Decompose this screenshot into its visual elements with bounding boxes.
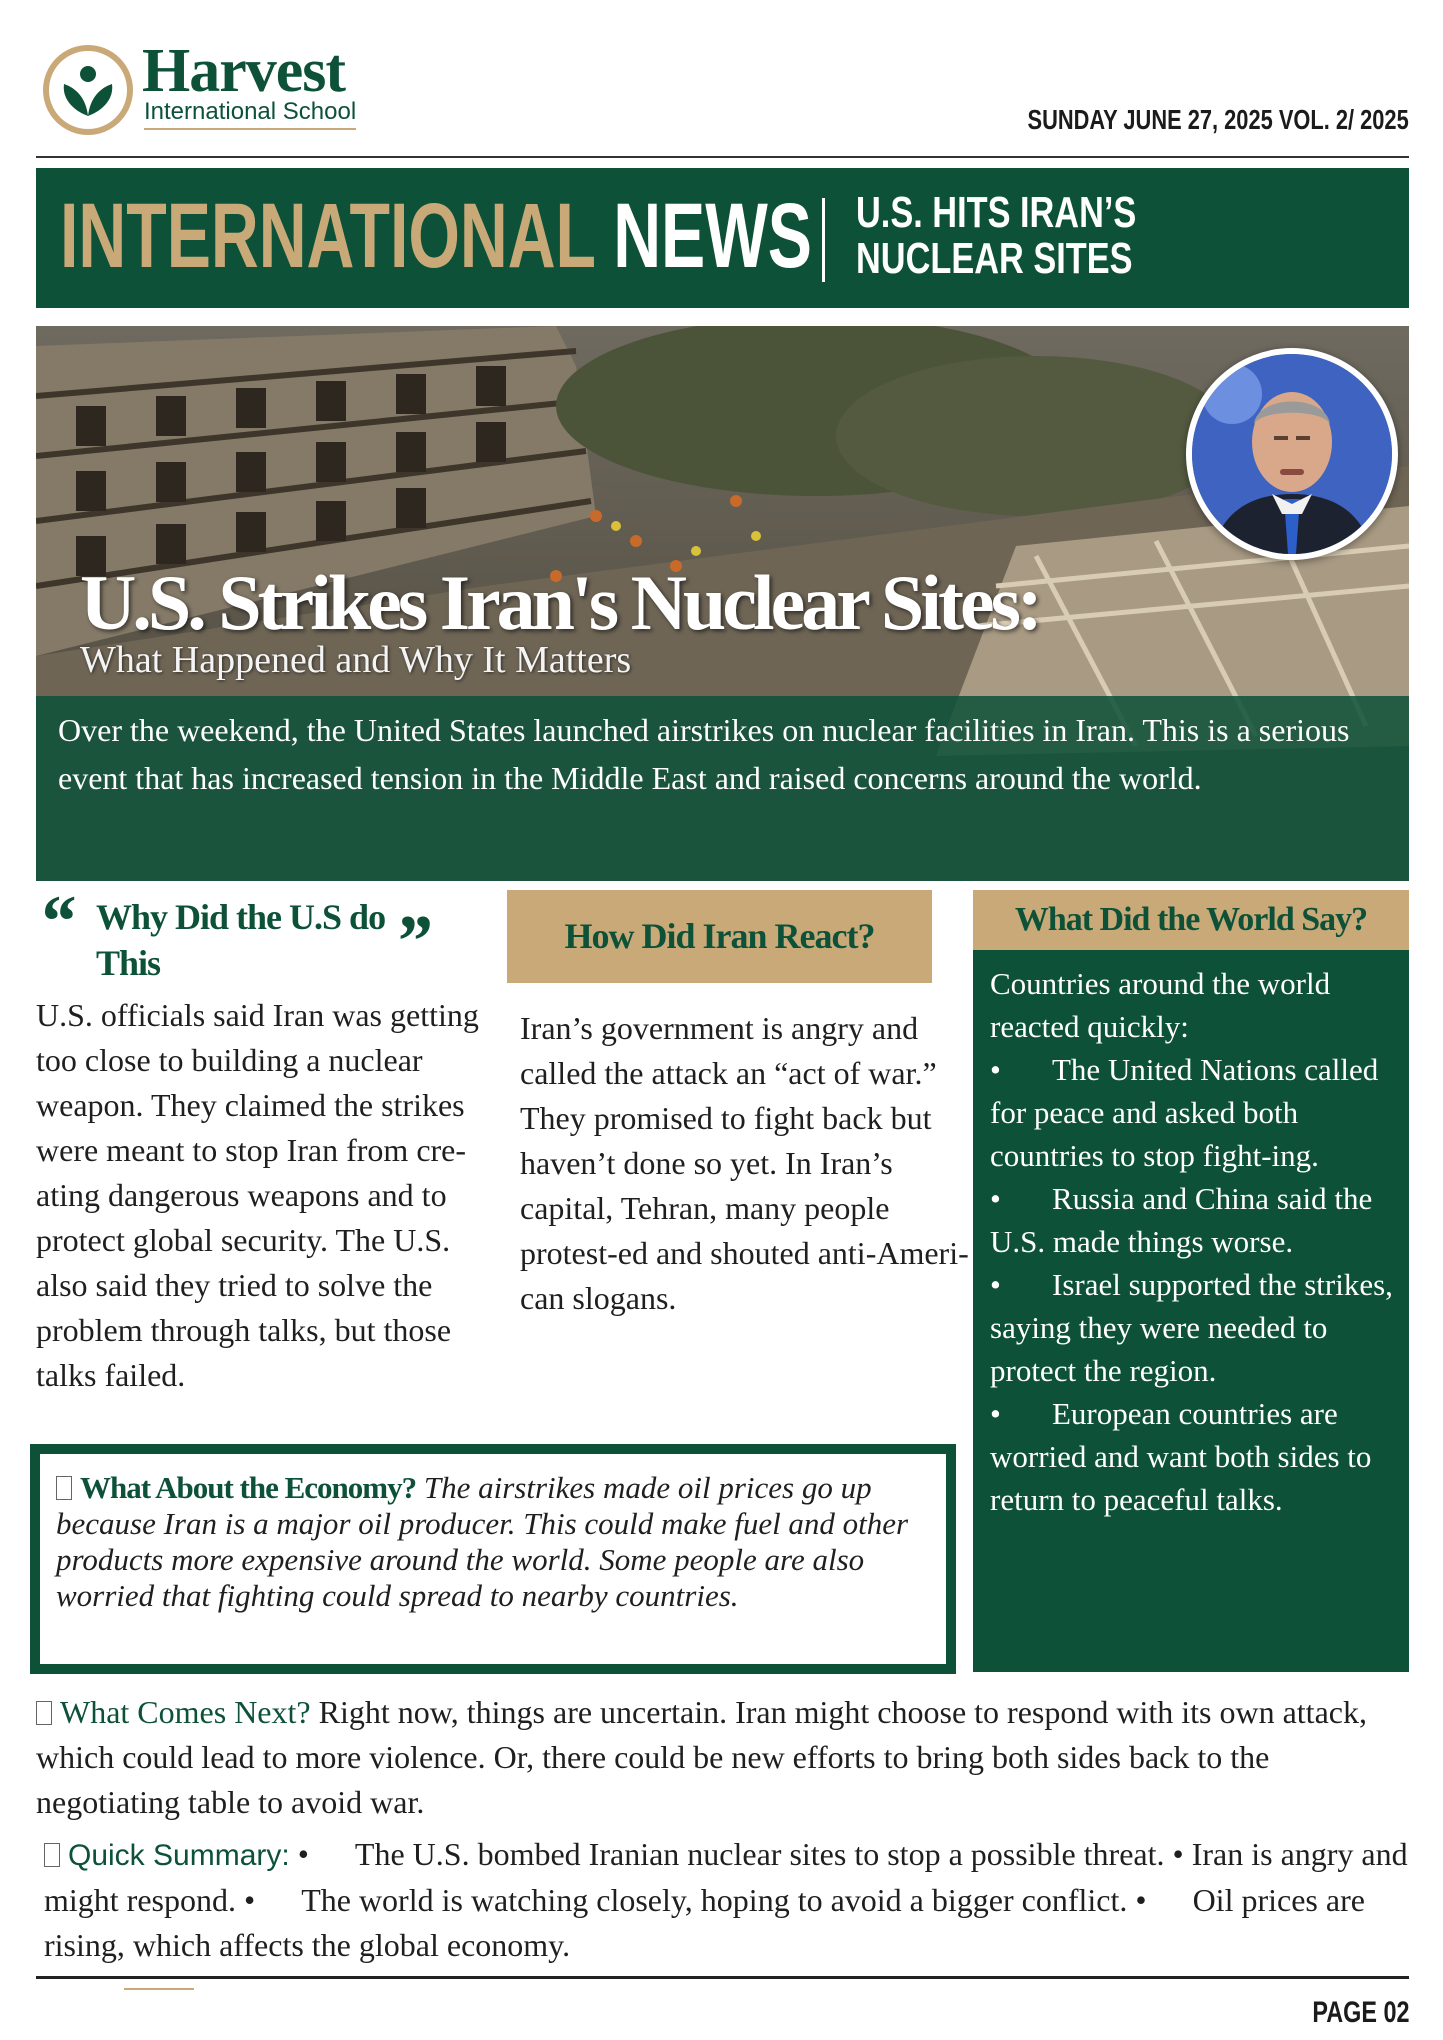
summary-item: Iran is angry and might respond. [44, 1836, 1408, 1918]
box-glyph-icon [36, 1701, 52, 1725]
hero-section [36, 326, 1409, 881]
iran-heading: How Did Iran React? [564, 916, 875, 956]
economy-text [56, 1470, 936, 1614]
why-heading: Why Did the U.S do This [96, 897, 386, 983]
iran-heading-box [507, 890, 932, 983]
economy-label: What About the Economy? [80, 1470, 417, 1505]
hero-subheadline: What Happened and Why It Matters [80, 639, 632, 681]
banner-separator [822, 198, 825, 282]
world-item: • Israel supported the strikes, saying they were needed to protect the region. [990, 1263, 1400, 1392]
next-paragraph [36, 1690, 1416, 1825]
bullet: • [990, 1052, 1001, 1087]
hero-headline: U.S. Strikes Iran's Nuclear Sites: [80, 559, 1039, 646]
bullet: • [990, 1181, 1001, 1216]
header-divider [36, 156, 1409, 158]
summary-label: Quick Summary: [68, 1839, 290, 1872]
section-banner [36, 168, 1409, 308]
economy-body: The airstrikes made oil prices go up because Iran is a major oil producer. This could make fuel and other products more expensive around the world. Some people are also worried that fighting could spread to nearby countries. [56, 1470, 909, 1613]
summary-paragraph [44, 1832, 1416, 1968]
bullet: • [1172, 1836, 1184, 1872]
next-label: What Comes Next? [60, 1694, 311, 1730]
banner-title-word-2: NEWS [613, 185, 812, 287]
hero-intro-text: Over the weekend, the United States launched airstrikes on nuclear facilities in Iran. This is a serious event that has increased tension in the Middle East and raised concerns around the world. [58, 712, 1350, 796]
banner-title-word-1: INTERNATIONAL [60, 185, 595, 287]
issue-date-volume: SUNDAY JUNE 27, 2025 VOL. 2/ 2025 [1027, 104, 1409, 135]
close-quote-mark: ” [394, 901, 431, 983]
summary-item: Oil prices are rising, which affects the global economy. [44, 1882, 1365, 1963]
why-body: U.S. officials said Iran was getting too close to building a nuclear weapon. They claimed the strikes were meant to stop Iran from cre-ating dangerous weapons and to protect global security. The U.S. also said they tried to solve the problem through talks, but those talks failed. [36, 997, 479, 1393]
brand-name: Harvest [142, 37, 346, 105]
world-heading: What Did the World Say? [1014, 901, 1368, 938]
bullet: • [990, 1396, 1001, 1431]
official-portrait [1186, 348, 1398, 560]
summary-item: The U.S. bombed Iranian nuclear sites to stop a possible threat. [354, 1836, 1165, 1872]
box-glyph-icon [56, 1476, 72, 1500]
iran-body: Iran’s government is angry and called the attack an “act of war.” They promised to fight back but haven’t done so yet. In Iran’s capital, Tehran, many people protest-ed and shouted anti-Ameri-can slogans. [520, 1010, 969, 1316]
economy-callout [30, 1444, 956, 1674]
summary-item: The world is watching closely, hoping to avoid a bigger conflict. [301, 1882, 1128, 1918]
world-item: • The United Nations called for peace and asked both countries to stop fight-ing. [990, 1048, 1400, 1177]
next-body: Right now, things are uncertain. Iran might choose to respond with its own attack, which could lead to more violence. Or, there could be new efforts to bring both sides back to the negotiating table to avoid war. [36, 1694, 1367, 1820]
bullet: • [297, 1836, 309, 1872]
banner-subtitle-line-1: U.S. HITS IRAN’S [856, 188, 1137, 237]
world-item: • European countries are worried and want both sides to return to peaceful talks. [990, 1392, 1400, 1521]
world-body [990, 962, 1400, 1521]
footer-accent-line [124, 1988, 194, 1990]
school-logo-icon [42, 44, 134, 136]
banner-title [60, 186, 812, 286]
banner-subtitle-line-2: NUCLEAR SITES [856, 234, 1133, 283]
footer-divider [36, 1976, 1409, 1979]
banner-subtitle [856, 190, 1136, 282]
world-item: • Russia and China said the U.S. made things worse. [990, 1177, 1400, 1263]
world-intro: Countries around the world reacted quickly: [990, 966, 1331, 1044]
world-heading-box [973, 890, 1409, 950]
page-number: PAGE 02 [1311, 1996, 1409, 2029]
bullet: • [990, 1267, 1001, 1302]
box-glyph-icon [44, 1843, 60, 1867]
bullet: • [1135, 1882, 1147, 1918]
bullet: • [243, 1882, 256, 1918]
brand-subtitle: International School [144, 98, 356, 130]
open-quote-mark: “ [38, 881, 75, 963]
